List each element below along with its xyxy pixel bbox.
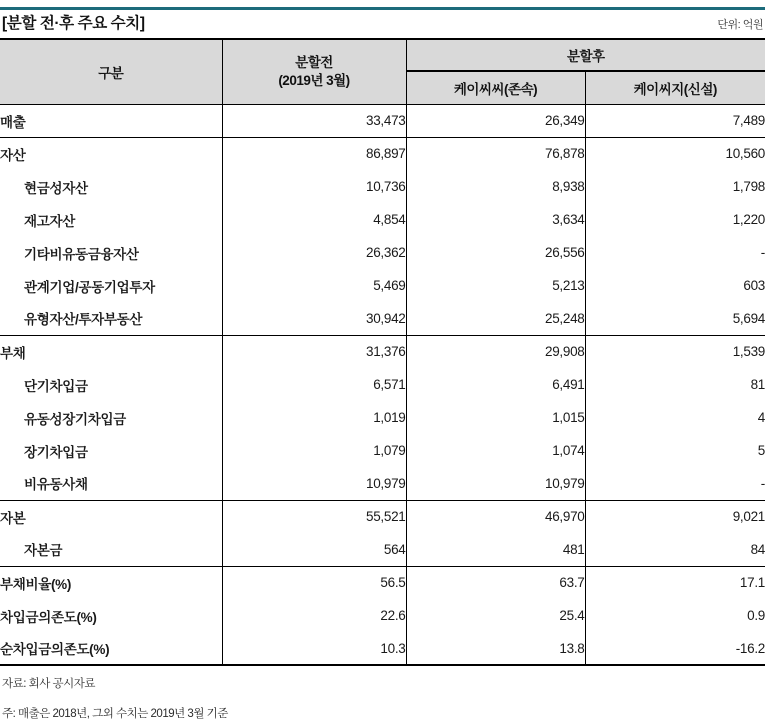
- report-page: [0, 7, 765, 720]
- cell-before-split: 5,469: [222, 269, 406, 302]
- table-row: [0, 368, 765, 401]
- source-note: 자료: 회사 공시자료: [2, 678, 95, 690]
- title-row: [0, 10, 765, 38]
- cell-kcc: 26,556: [406, 236, 585, 269]
- cell-kcc: 10,979: [406, 467, 585, 500]
- table-row: [0, 599, 765, 632]
- table-row: [0, 104, 765, 137]
- cell-before-split: 6,571: [222, 368, 406, 401]
- cell-kcg: -: [585, 236, 765, 269]
- cell-kcc: 481: [406, 533, 585, 566]
- cell-kcg: 1,220: [585, 203, 765, 236]
- cell-before-split: 10,736: [222, 170, 406, 203]
- table-row: [0, 566, 765, 599]
- cell-kcc: 26,349: [406, 104, 585, 137]
- table-row: [0, 302, 765, 335]
- row-label: 재고자산: [0, 203, 222, 236]
- cell-kcc: 6,491: [406, 368, 585, 401]
- row-label: 장기차입금: [0, 434, 222, 467]
- cell-kcc: 3,634: [406, 203, 585, 236]
- cell-before-split: 10.3: [222, 632, 406, 665]
- cell-kcc: 63.7: [406, 566, 585, 599]
- table-header: [0, 39, 765, 104]
- cell-kcg: 9,021: [585, 500, 765, 533]
- row-label: 자본금: [0, 533, 222, 566]
- cell-before-split: 22.6: [222, 599, 406, 632]
- cell-kcg: 1,798: [585, 170, 765, 203]
- table-row: [0, 335, 765, 368]
- cell-before-split: 55,521: [222, 500, 406, 533]
- footnotes: [0, 666, 765, 722]
- cell-kcc: 1,015: [406, 401, 585, 434]
- cell-kcg: 84: [585, 533, 765, 566]
- cell-kcg: 81: [585, 368, 765, 401]
- column-header-kcc: 케이씨씨(존속): [406, 71, 585, 104]
- cell-before-split: 10,979: [222, 467, 406, 500]
- table-row: [0, 236, 765, 269]
- cell-kcg: 1,539: [585, 335, 765, 368]
- cell-before-split: 26,362: [222, 236, 406, 269]
- cell-kcg: 10,560: [585, 137, 765, 170]
- column-header-before-split-line1: 분할전: [295, 54, 333, 70]
- cell-before-split: 564: [222, 533, 406, 566]
- row-label: 단기차입금: [0, 368, 222, 401]
- cell-kcc: 5,213: [406, 269, 585, 302]
- cell-kcc: 13.8: [406, 632, 585, 665]
- cell-before-split: 1,019: [222, 401, 406, 434]
- cell-before-split: 33,473: [222, 104, 406, 137]
- row-label: 차입금의존도(%): [0, 599, 222, 632]
- table-row: [0, 170, 765, 203]
- table-row: [0, 467, 765, 500]
- cell-before-split: 56.5: [222, 566, 406, 599]
- cell-kcg: 4: [585, 401, 765, 434]
- cell-before-split: 4,854: [222, 203, 406, 236]
- row-label: 자산: [0, 137, 222, 170]
- row-label: 현금성자산: [0, 170, 222, 203]
- column-header-kcg: 케이씨지(신설): [585, 71, 765, 104]
- table-row: [0, 269, 765, 302]
- table-body: [0, 104, 765, 665]
- row-label: 순차입금의존도(%): [0, 632, 222, 665]
- row-label: 부채: [0, 335, 222, 368]
- cell-kcc: 25.4: [406, 599, 585, 632]
- row-label: 유형자산/투자부동산: [0, 302, 222, 335]
- cell-before-split: 30,942: [222, 302, 406, 335]
- cell-kcg: 5: [585, 434, 765, 467]
- page-title: [분할 전·후 주요 수치]: [2, 14, 145, 32]
- row-label: 매출: [0, 104, 222, 137]
- cell-kcg: 5,694: [585, 302, 765, 335]
- row-label: 자본: [0, 500, 222, 533]
- column-header-before-split: [222, 39, 406, 104]
- table-row: [0, 137, 765, 170]
- row-label: 부채비율(%): [0, 566, 222, 599]
- row-label: 유동성장기차입금: [0, 401, 222, 434]
- cell-before-split: 86,897: [222, 137, 406, 170]
- table-header-row-1: [0, 39, 765, 71]
- row-label: 비유동사채: [0, 467, 222, 500]
- cell-kcc: 76,878: [406, 137, 585, 170]
- cell-before-split: 1,079: [222, 434, 406, 467]
- cell-kcc: 8,938: [406, 170, 585, 203]
- cell-kcg: 603: [585, 269, 765, 302]
- cell-kcg: -16.2: [585, 632, 765, 665]
- column-header-after-split-group: 분할후: [406, 39, 765, 71]
- cell-before-split: 31,376: [222, 335, 406, 368]
- cell-kcc: 25,248: [406, 302, 585, 335]
- cell-kcg: 0.9: [585, 599, 765, 632]
- row-label: 관계기업/공동기업투자: [0, 269, 222, 302]
- column-header-gubun: 구분: [0, 39, 222, 104]
- financial-comparison-table: [0, 38, 765, 666]
- table-row: [0, 533, 765, 566]
- cell-kcc: 1,074: [406, 434, 585, 467]
- cell-kcg: 17.1: [585, 566, 765, 599]
- table-row: [0, 632, 765, 665]
- table-row: [0, 500, 765, 533]
- cell-kcc: 46,970: [406, 500, 585, 533]
- cell-kcg: -: [585, 467, 765, 500]
- row-label: 기타비유동금융자산: [0, 236, 222, 269]
- cell-kcg: 7,489: [585, 104, 765, 137]
- unit-label: 단위: 억원: [717, 18, 763, 31]
- table-row: [0, 434, 765, 467]
- cell-kcc: 29,908: [406, 335, 585, 368]
- table-row: [0, 401, 765, 434]
- general-note: 주: 매출은 2018년, 그외 수치는 2019년 3월 기준: [2, 707, 228, 720]
- column-header-before-split-line2: (2019년 3월): [278, 72, 350, 88]
- table-row: [0, 203, 765, 236]
